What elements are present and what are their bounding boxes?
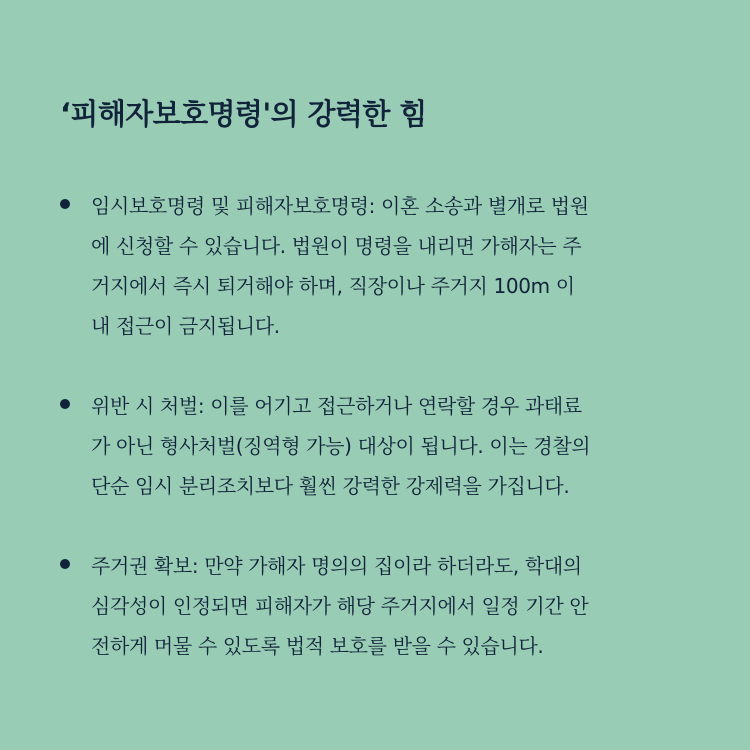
bullet-line: 임시보호명령 및 피해자보호명령: 이혼 소송과 별개로 법원	[91, 194, 589, 218]
bullet-text	[91, 386, 701, 506]
bullet-line: 에 신청할 수 있습니다. 법원이 명령을 내리면 가해자는 주	[91, 234, 582, 258]
bullet-text	[91, 546, 701, 666]
bullet-line: 내 접근이 금지됩니다.	[91, 314, 280, 338]
bullet-line: 단순 임시 분리조치보다 훨씬 강력한 강제력을 가집니다.	[91, 474, 570, 498]
bullet-line: 위반 시 처벌: 이를 어기고 접근하거나 연락할 경우 과태료	[91, 394, 582, 418]
bullet-dot-icon	[60, 199, 70, 209]
bullet-line: 거지에서 즉시 퇴거해야 하며, 직장이나 주거지 100m 이	[91, 274, 575, 298]
bullet-text	[91, 186, 701, 346]
bullet-line: 가 아닌 형사처벌(징역형 가능) 대상이 됩니다. 이는 경찰의	[91, 434, 591, 458]
card-title: ‘피해자보호명령'의 강력한 힘	[60, 97, 427, 131]
bullet-line: 주거권 확보: 만약 가해자 명의의 집이라 하더라도, 학대의	[91, 554, 582, 578]
bullet-line: 전하게 머물 수 있도록 법적 보호를 받을 수 있습니다.	[91, 634, 544, 658]
bullet-dot-icon	[60, 559, 70, 569]
bullet-dot-icon	[60, 399, 70, 409]
bullet-line: 심각성이 인정되면 피해자가 해당 주거지에서 일정 기간 안	[91, 594, 589, 618]
